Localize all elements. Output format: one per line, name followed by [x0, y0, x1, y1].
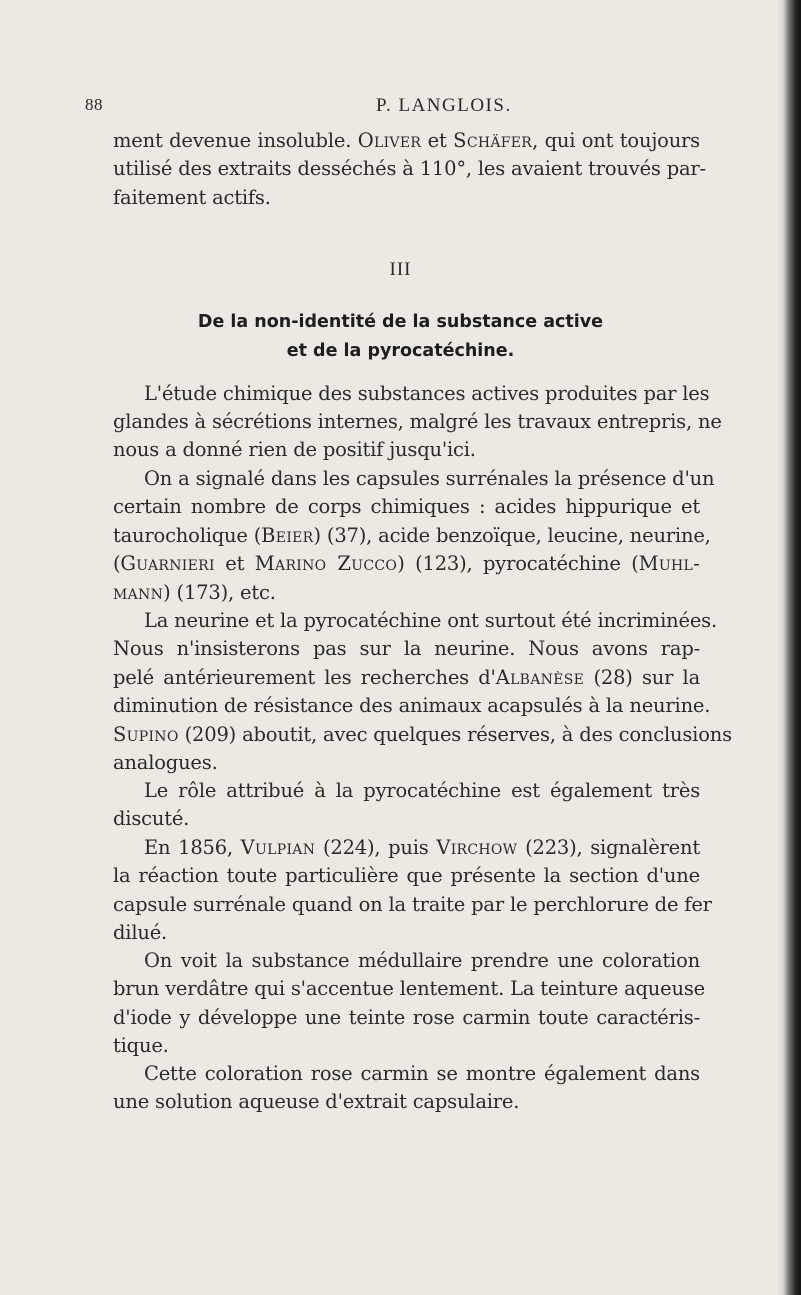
text-line: On a signalé dans les capsules surrénales la présence d'un — [144, 467, 715, 490]
author-name: Guarnieri — [120, 552, 215, 576]
text-line: certain nombre de corps chimiques : acides hippurique et — [113, 495, 700, 519]
text-run: et — [421, 129, 454, 152]
text-line: Le rôle attribué à la pyrocatéchine est également très — [144, 779, 700, 802]
author-name: Albanèse — [495, 665, 585, 689]
section-title-line-1: De la non-identité de la substance active — [197, 312, 604, 332]
text-line: une solution aqueuse d'extrait capsulaire. — [113, 1090, 520, 1114]
text-run: (224), puis — [315, 836, 437, 859]
author-name: Beier — [261, 523, 314, 547]
text-run: (28) sur la — [584, 665, 700, 689]
text-line — [113, 721, 732, 749]
paragraph — [113, 777, 700, 834]
text-line: faitement actifs. — [113, 185, 271, 209]
text-run: ) (173), etc. — [163, 580, 276, 604]
paragraph-continued — [113, 408, 722, 465]
author-name: Marino Zucco — [254, 552, 398, 576]
text-run: ( — [113, 552, 121, 576]
text-line: glandes à sécrétions internes, malgré les travaux entrepris, ne — [113, 410, 722, 433]
author-name: mann — [113, 580, 164, 604]
text-line — [113, 127, 700, 155]
text-run: ) (123), pyrocatéchine ( — [397, 552, 639, 576]
text-run: et — [214, 552, 255, 576]
text-line: La neurine et la pyrocatéchine ont surtout été incriminées. — [144, 609, 717, 632]
text-run: , qui ont toujours — [532, 129, 700, 152]
intro-paragraph — [113, 127, 706, 212]
text-line: Nous n'insisterons pas sur la neurine. Nous avons rap- — [113, 637, 700, 661]
page-header — [0, 95, 801, 121]
author-name: Vulpian — [240, 836, 316, 859]
paragraph — [113, 1060, 700, 1117]
author-name: Schäfer — [453, 129, 533, 152]
author-name: Muhl- — [638, 552, 700, 576]
author-name: Virchow — [436, 836, 518, 859]
text-run: (209) aboutit, avec quelques réserves, à des conclusions — [178, 722, 732, 746]
binding-edge — [783, 0, 801, 1295]
text-line: la réaction toute particulière que présente la section d'une — [113, 864, 700, 888]
page-number: 88 — [85, 95, 103, 114]
paragraph — [113, 834, 712, 948]
text-line: utilisé des extraits desséchés à 110°, les avaient trouvés par- — [113, 157, 706, 181]
text-line — [113, 550, 700, 578]
text-run: taurocholique ( — [113, 523, 262, 547]
text-line — [113, 664, 700, 692]
text-line: tique. — [113, 1034, 169, 1058]
text-run: En 1856, — [144, 836, 241, 859]
running-head: P. LANGLOIS. — [376, 95, 512, 116]
paragraph — [113, 947, 705, 1061]
text-line: brun verdâtre qui s'accentue lentement. La teinture aqueuse — [113, 977, 705, 1001]
paragraph — [113, 465, 715, 607]
paragraph — [113, 380, 710, 408]
text-run: ment devenue insoluble. — [113, 129, 358, 152]
section-number: III — [389, 259, 412, 280]
text-line: nous a donné rien de positif jusqu'ici. — [113, 438, 476, 462]
text-line: discuté. — [113, 807, 190, 831]
text-line: Cette coloration rose carmin se montre également dans — [144, 1062, 700, 1085]
text-line — [113, 522, 711, 550]
text-line — [113, 834, 700, 862]
text-line: diminution de résistance des animaux acapsulés à la neurine. — [113, 694, 711, 718]
section-title-line-2: et de la pyrocatéchine. — [286, 341, 515, 361]
author-name: Supino — [113, 722, 179, 746]
author-name: Oliver — [357, 129, 422, 152]
text-line: dilué. — [113, 921, 168, 945]
text-run: (223), signalèrent — [517, 836, 700, 859]
text-line — [113, 579, 700, 607]
paragraph — [113, 607, 732, 777]
text-line: L'étude chimique des substances actives produites par les — [144, 382, 710, 405]
text-line: capsule surrénale quand on la traite par le perchlorure de fer — [113, 892, 712, 916]
text-line: analogues. — [113, 751, 218, 775]
text-run: ) (37), acide benzoïque, leucine, neurine, — [313, 523, 711, 547]
text-line: d'iode y développe une teinte rose carmin toute caractéris- — [113, 1005, 700, 1029]
text-line: On voit la substance médullaire prendre une coloration — [144, 949, 700, 972]
text-run: pelé antérieurement les recherches d' — [113, 665, 496, 689]
